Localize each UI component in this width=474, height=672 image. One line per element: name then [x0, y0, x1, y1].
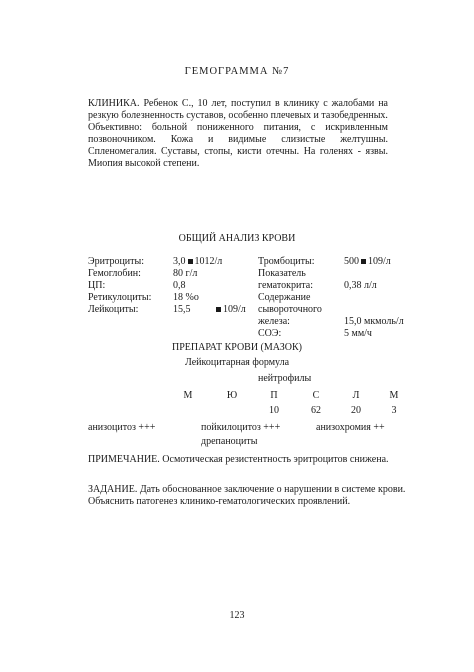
hemoglobin-value: 80 г/л	[173, 268, 198, 279]
leukocytes-unit-text: 109/л	[223, 304, 246, 315]
formula-header-s: С	[312, 390, 320, 401]
multiply-square-icon	[216, 307, 221, 312]
platelets-unit: 109/л	[368, 256, 391, 267]
reticulocytes-label: Ретикулоциты:	[88, 292, 152, 303]
leukocyte-formula-label: Лейкоцитарная формула	[184, 357, 290, 368]
formula-value-l: 20	[351, 405, 361, 416]
serum-iron-value: 15,0 мкмоль/л	[344, 316, 404, 327]
platelets-value	[344, 256, 391, 268]
formula-value-s: 62	[311, 405, 321, 416]
hematocrit-label-1: Показатель	[258, 268, 306, 279]
task-line-1: ЗАДАНИЕ. Дать обоснованное заключение о нарушении в системе крови.	[88, 484, 406, 495]
clinical-description	[88, 98, 388, 170]
formula-header-l: Л	[352, 390, 360, 401]
erythrocytes-unit: 1012/л	[194, 256, 223, 267]
platelets-number: 500	[344, 256, 359, 267]
formula-value-m2: 3	[391, 405, 397, 416]
erythrocytes-label: Эритроциты:	[88, 256, 145, 267]
page-number: 123	[229, 610, 245, 621]
reticulocytes-value: 18 %о	[173, 292, 199, 303]
formula-header-m2: М	[389, 390, 399, 401]
platelets-label: Тромбоциты:	[258, 256, 315, 267]
clinic-paragraph-2: Объективно: больной пониженного питания, с искривленным позвоночником. Кожа и видимые слизистые желтушны. Спленомегалия. Суставы, стопы, кисти отечны. На голенях - язвы. Миопия высокой степени.	[88, 122, 388, 169]
hemoglobin-label: Гемоглобин:	[88, 268, 141, 279]
esr-label: СОЭ:	[258, 328, 282, 339]
formula-header-yu: Ю	[226, 390, 238, 401]
analysis-heading: ОБЩИЙ АНАЛИЗ КРОВИ	[178, 233, 296, 244]
multiply-square-icon	[361, 259, 366, 264]
erythrocytes-number: 3,0	[173, 256, 186, 267]
leukocytes-unit	[214, 304, 246, 316]
esr-value: 5 мм/ч	[344, 328, 372, 339]
task-line-2: Объяснить патогенез клинико-гематологических проявлений.	[88, 496, 351, 507]
erythrocytes-value	[173, 256, 222, 268]
anisochromia: анизохромия ++	[316, 422, 385, 433]
color-index-label: ЦП:	[88, 280, 106, 291]
neutrophils-label: нейтрофилы	[258, 373, 312, 384]
formula-value-p: 10	[269, 405, 279, 416]
formula-header-p: П	[270, 390, 278, 401]
poikilocytosis: пойкилоцитоз +++	[201, 422, 281, 433]
serum-iron-label-1: Содержание	[258, 292, 311, 303]
note: ПРИМЕЧАНИЕ. Осмотическая резистентность эритроцитов снижена.	[88, 454, 389, 465]
clinic-paragraph-1: КЛИНИКА. Ребенок С., 10 лет, поступил в клинику с жалобами на резкую болезненность суставов, особенно плечевых и тазобедренных.	[88, 98, 388, 121]
serum-iron-label-3: железа:	[258, 316, 290, 327]
leukocytes-label: Лейкоциты:	[88, 304, 139, 315]
page-title: ГЕМОГРАММА №7	[184, 66, 290, 77]
hematocrit-value: 0,38 л/л	[344, 280, 377, 291]
formula-header-m1: М	[183, 390, 193, 401]
hematocrit-label-2: гематокрита:	[258, 280, 314, 291]
smear-heading: ПРЕПАРАТ КРОВИ (МАЗОК)	[172, 342, 302, 353]
multiply-square-icon	[188, 259, 193, 264]
serum-iron-label-2: сывороточного	[258, 304, 322, 315]
drepanocytes: дрепаноциты	[201, 436, 258, 447]
color-index-value: 0,8	[173, 280, 186, 291]
anisocytosis: анизоцитоз +++	[88, 422, 156, 433]
leukocytes-value: 15,5	[173, 304, 191, 315]
